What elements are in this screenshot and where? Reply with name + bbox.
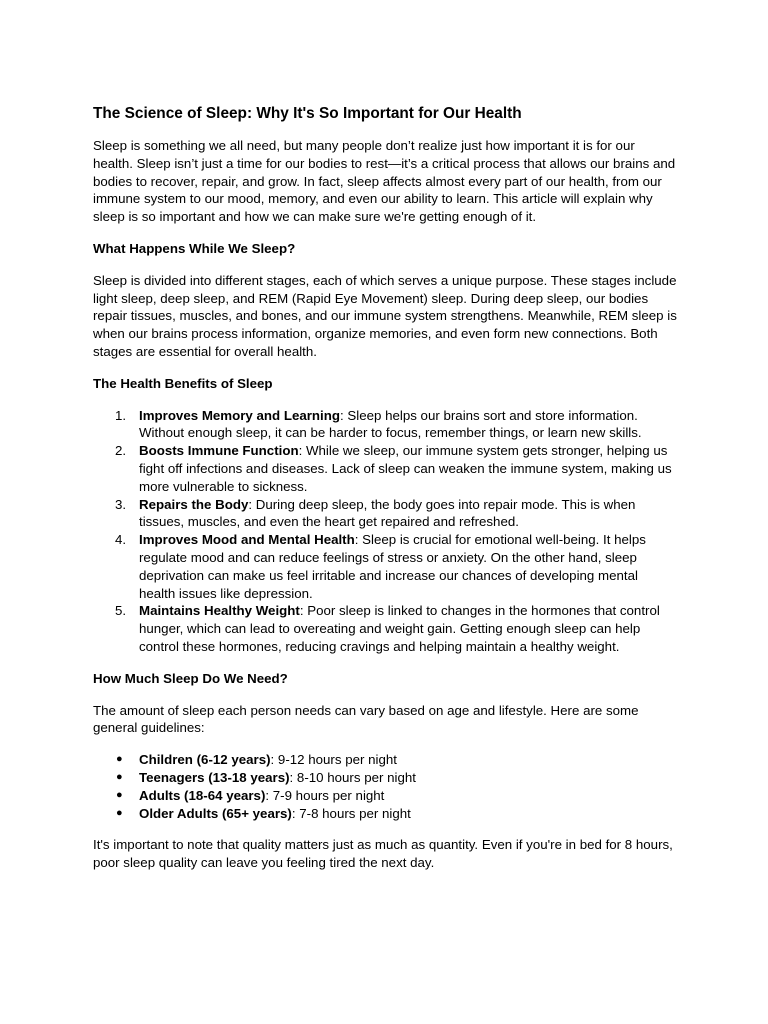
section-heading-benefits: The Health Benefits of Sleep	[93, 375, 273, 391]
bullet-icon: ●	[116, 806, 123, 819]
list-item-text: : 7-9 hours per night	[265, 787, 385, 803]
list-item	[93, 805, 677, 823]
section-heading-what-happens: What Happens While We Sleep?	[93, 240, 296, 256]
list-item	[93, 407, 677, 443]
list-item-term: Repairs the Body	[139, 496, 249, 512]
list-number: 4.	[115, 532, 127, 548]
list-number: 5.	[115, 603, 127, 619]
bullet-icon: ●	[116, 788, 123, 801]
list-item	[93, 769, 677, 787]
section-heading-how-much: How Much Sleep Do We Need?	[93, 670, 288, 686]
list-item	[93, 787, 677, 805]
list-item-text: : While we sleep, our immune system gets stronger, helping us fight off infections and diseases. Lack of sleep can weaken the immune system, making us more vulnerable to sickness.	[139, 443, 672, 494]
list-item	[93, 496, 677, 532]
list-item-term: Older Adults (65+ years)	[139, 805, 292, 821]
list-item-term: Maintains Healthy Weight	[139, 603, 300, 619]
list-item-term: Teenagers (13-18 years)	[139, 769, 290, 785]
bullet-icon: ●	[116, 770, 123, 783]
list-item-text: : Sleep helps our brains sort and store information. Without enough sleep, it can be harder to focus, remember things, or learn new skills.	[139, 407, 642, 441]
list-item-term: Children (6-12 years)	[139, 752, 271, 768]
list-item-text: : 7-8 hours per night	[291, 805, 411, 821]
list-number: 3.	[115, 496, 127, 512]
list-item-text: : During deep sleep, the body goes into repair mode. This is when tissues, muscles, and even the heart get repaired and refreshed.	[139, 496, 636, 530]
list-number: 2.	[115, 443, 127, 459]
list-item	[93, 602, 677, 655]
document-content	[93, 104, 677, 886]
age-guidelines-list	[93, 751, 677, 822]
list-item-term: Improves Mood and Mental Health	[139, 532, 355, 548]
list-item-text: : Sleep is crucial for emotional well-being. It helps regulate mood and can reduce feelings of stress or anxiety. On the other hand, sleep deprivation can make us feel irritable and increase our chances of developing mental health issues like depression.	[139, 532, 646, 601]
section-paragraph-how-much: The amount of sleep each person needs can vary based on age and lifestyle. Here are some general guidelines:	[93, 702, 639, 736]
bullet-icon: ●	[116, 753, 123, 766]
list-item-text: : 9-12 hours per night	[270, 752, 397, 768]
list-item-term: Improves Memory and Learning	[139, 407, 340, 423]
list-item-term: Boosts Immune Function	[139, 443, 299, 459]
list-item	[93, 531, 677, 602]
section-paragraph-what-happens: Sleep is divided into different stages, each of which serves a unique purpose. These stages include light sleep, deep sleep, and REM (Rapid Eye Movement) sleep. During deep sleep, our bodies repair tissues, muscles, and bones, and our immune system strengthens. Meanwhile, REM sleep is when our brains process information, organize memories, and even form new connections. Both stages are essential for overall health.	[93, 272, 677, 359]
list-item-term: Adults (18-64 years)	[139, 787, 266, 803]
closing-paragraph: It's important to note that quality matters just as much as quantity. Even if you're in bed for 8 hours, poor sleep quality can leave you feeling tired the next day.	[93, 837, 673, 871]
benefits-list	[93, 407, 677, 656]
list-item-text: : Poor sleep is linked to changes in the hormones that control hunger, which can lead to overeating and weight gain. Getting enough sleep can help control these hormones, reducing cravings and helping maintain a healthy weight.	[139, 603, 660, 654]
list-number: 1.	[115, 407, 127, 423]
document-title: The Science of Sleep: Why It's So Important for Our Health	[93, 105, 522, 122]
intro-paragraph: Sleep is something we all need, but many people don’t realize just how important it is for our health. Sleep isn’t just a time for our bodies to rest—it’s a critical process that allows our brains and bodies to recover, repair, and grow. In fact, sleep affects almost every part of our health, from our immune system to our mood, memory, and even our ability to learn. This article will explain why sleep is so important and how we can make sure we're getting enough of it.	[93, 138, 676, 225]
list-item	[93, 751, 677, 769]
list-item-text: : 8-10 hours per night	[289, 769, 416, 785]
list-item	[93, 442, 677, 495]
